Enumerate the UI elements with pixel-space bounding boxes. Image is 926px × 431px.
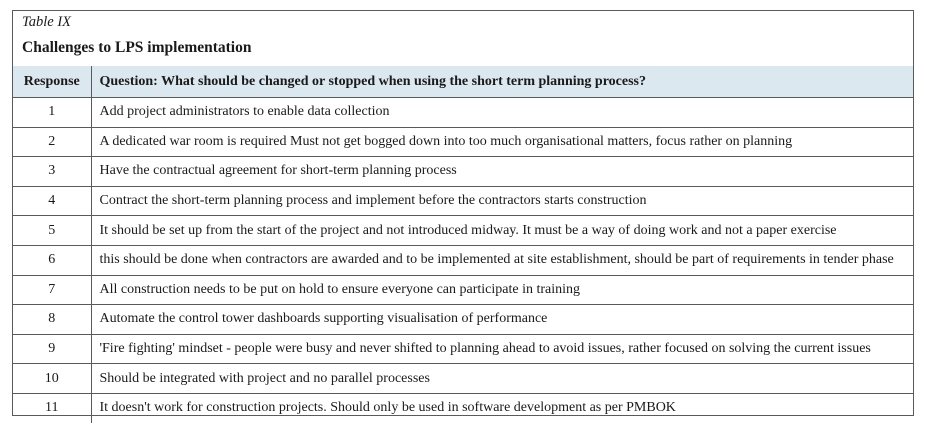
- table-row: [13, 305, 913, 335]
- response-number: 2: [13, 127, 91, 157]
- response-number: 3: [13, 157, 91, 187]
- table-row: [13, 186, 913, 216]
- table-row: [13, 393, 913, 422]
- response-number: 1: [13, 98, 91, 128]
- header-row: [13, 66, 913, 98]
- table-row: [13, 364, 913, 394]
- table-label: Table IX: [22, 14, 72, 30]
- response-text: Add project administrators to enable data collection: [91, 98, 913, 128]
- table-container: [12, 10, 914, 416]
- table-row: [13, 157, 913, 187]
- response-number: 7: [13, 275, 91, 305]
- response-text: this should be done when contractors are awarded and to be implemented at site establishment, should be part of requirements in tender phase: [91, 245, 913, 275]
- challenges-table: [13, 66, 913, 423]
- response-number: 6: [13, 245, 91, 275]
- table-title: Challenges to LPS implementation: [22, 39, 252, 56]
- response-number: 10: [13, 364, 91, 394]
- response-text: It should be set up from the start of the project and not introduced midway. It must be a way of doing work and not a paper exercise: [91, 216, 913, 246]
- table-row: [13, 127, 913, 157]
- response-text: All construction needs to be put on hold to ensure everyone can participate in training: [91, 275, 913, 305]
- table-row: [13, 334, 913, 364]
- response-text: It doesn't work for construction projects. Should only be used in software development as per PMBOK: [91, 393, 913, 422]
- header-question: Question: What should be changed or stopped when using the short term planning process?: [91, 66, 913, 98]
- response-text: Should be integrated with project and no parallel processes: [91, 364, 913, 394]
- table-caption: [13, 11, 913, 67]
- response-text: Have the contractual agreement for short-term planning process: [91, 157, 913, 187]
- table-row: [13, 216, 913, 246]
- table-row: [13, 245, 913, 275]
- response-number: 9: [13, 334, 91, 364]
- header-response: Response: [13, 66, 91, 98]
- response-text: A dedicated war room is required Must not get bogged down into too much organisational matters, focus rather on planning: [91, 127, 913, 157]
- response-number: 8: [13, 305, 91, 335]
- table-row: [13, 98, 913, 128]
- response-text: Automate the control tower dashboards supporting visualisation of performance: [91, 305, 913, 335]
- response-text: Contract the short-term planning process and implement before the contractors starts construction: [91, 186, 913, 216]
- response-number: 4: [13, 186, 91, 216]
- table-row: [13, 275, 913, 305]
- response-text: 'Fire fighting' mindset - people were busy and never shifted to planning ahead to avoid issues, rather focused on solving the current issues: [91, 334, 913, 364]
- response-number: 5: [13, 216, 91, 246]
- response-number: 11: [13, 393, 91, 422]
